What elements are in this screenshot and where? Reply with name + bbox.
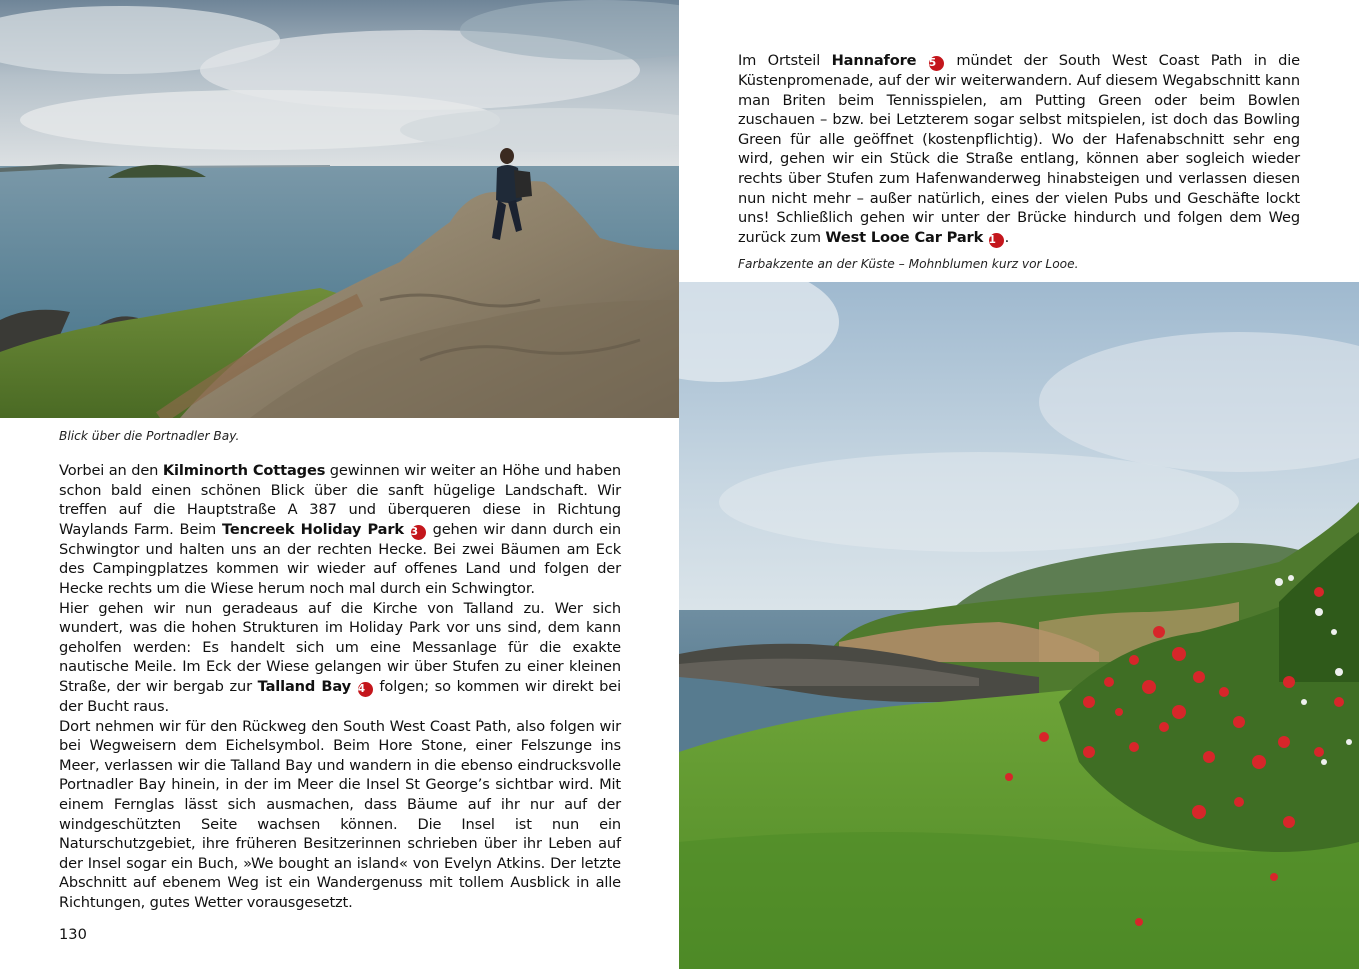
text-run: gewinnen wir weiter an Höhe und haben schon bald einen schönen Blick über die sanft hügelige Landschaft. Wir treffen auf die Hauptstraße A 387 und überqueren diese in Richtung Waylands Farm. Beim: [59, 462, 621, 538]
waypoint-marker-3: 3: [411, 525, 426, 540]
waypoint-marker-5: 5: [929, 56, 944, 71]
text-run: Dort nehmen wir für den Rückweg den South West Coast Path, also folgen wir bei Wegweisern dem Eichelsymbol. Beim Hore Stone, einer Felszunge ins Meer, verlassen wir die Talland Bay und wandern in die ebenso eindrucksvolle Portnadler Bay hinein, in der im Meer die Insel St George’s sichtbar wird. Mit einem Fernglas lässt sich ausmachen, dass Bäume auf ihr nur auf der windgeschützten Seite wachsen können. Die Insel ist nun ein Naturschutzgebiet, ihre früheren Besitzerinnen schrieben über ihr Leben auf der Insel sogar ein Buch, »We bought an island« von Evelyn Atkins. Der letzte Abschnitt auf ebenem Weg ist ein Wandergenuss mit tollem Ausblick in alle Richtungen, gutes Wetter vorausgesetzt.: [59, 717, 621, 911]
text-run: Hier gehen wir nun geradeaus auf die Kirche von Talland zu. Wer sich wundert, was die hohen Strukturen im Holiday Park vor uns sind, dem kann geholfen werden: Es handelt sich um eine Messanlage für die exakte nautische Meile. Im Eck der Wiese gelangen wir über Stufen zu einer kleinen Straße, der wir bergab zur: [59, 599, 621, 695]
paragraph-2: [59, 599, 621, 717]
place-name-talland-bay: Talland Bay: [257, 677, 351, 695]
photo-portnadler-bay: [0, 0, 679, 418]
place-name-west-looe-car-park: West Looe Car Park: [825, 228, 984, 246]
waypoint-marker-1: 1: [989, 233, 1004, 248]
text-run: .: [1004, 228, 1010, 246]
left-page: [0, 0, 679, 969]
place-name-hannafore: Hannafore: [831, 52, 917, 69]
text-run: mündet der South West Coast Path in die Küstenpromenade, auf der wir weiterwandern. Auf diesem Wegabschnitt kann man Briten beim Tennisspielen, am Putting Green oder beim Bowlen zuschauen – bzw. bei Letzterem sogar selbst mitspielen, ist doch das Bowling Green für alle geöffnet (kostenpflichtig). Wo der Hafenabschnitt sehr eng wird, gehen wir ein Stück die Straße entlang, können aber sogleich wieder rechts über Stufen zum Hafenwanderweg hinabsteigen und verlassen diesen nun nicht mehr – außer natürlich, eines der vielen Pubs und Geschäfte lockt uns! Schließlich gehen wir unter der Brücke hindurch und folgen dem Weg zurück zum: [738, 52, 1301, 246]
left-body-text: [59, 461, 621, 912]
waypoint-marker-4: 4: [358, 682, 373, 697]
page-number: 130: [59, 926, 87, 943]
photo-coast-poppies: [679, 282, 1359, 969]
right-body-text: [738, 51, 1300, 248]
place-name-tencreek-holiday-park: Tencreek Holiday Park: [221, 520, 404, 538]
text-run: folgen; so kommen wir direkt bei der Bucht raus.: [59, 677, 622, 715]
text-run: gehen wir dann durch ein Schwingtor und halten uns an der rechten Hecke. Bei zwei Bäumen am Eck des Campingplatzes kommen wir wieder auf offenes Land und folgen der Hecke rechts um die Wiese herum noch mal durch ein Schwingtor.: [59, 520, 622, 597]
photo-caption-right: Farbakzente an der Küste – Mohnblumen kurz vor Looe.: [738, 257, 1079, 271]
paragraph-3: [59, 717, 621, 913]
photo-coast-poppies-illustration: [679, 282, 1359, 969]
right-page: [679, 0, 1359, 969]
text-run: Im Ortsteil: [738, 52, 832, 69]
place-name-kilminorth-cottages: Kilminorth Cottages: [162, 462, 326, 479]
photo-portnadler-bay-illustration: [0, 0, 679, 418]
text-run: Vorbei an den: [59, 462, 163, 479]
photo-caption-left: Blick über die Portnadler Bay.: [59, 429, 240, 443]
paragraph-4: [738, 51, 1300, 248]
paragraph-1: [59, 461, 621, 599]
